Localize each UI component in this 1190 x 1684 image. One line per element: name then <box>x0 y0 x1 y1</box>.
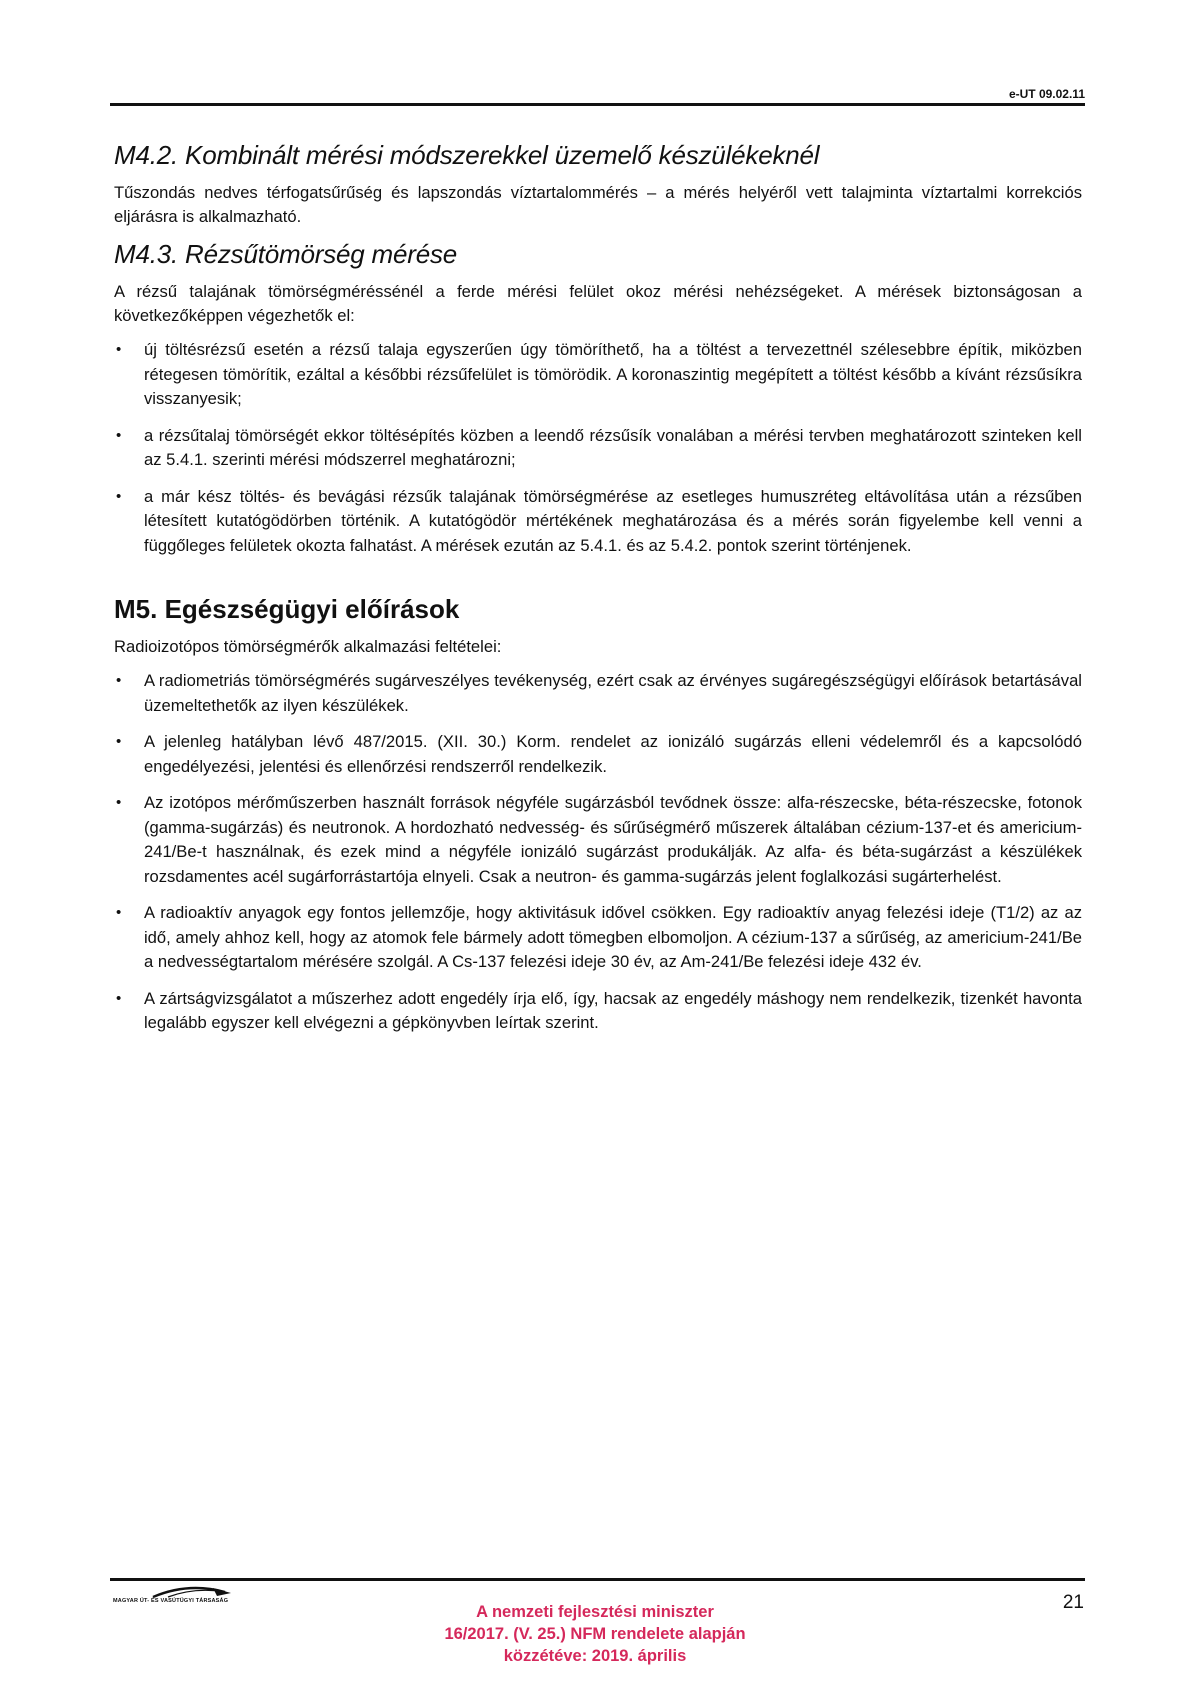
section-title-m5: M5. Egészségügyi előírások <box>114 594 460 624</box>
footer-rule <box>110 1578 1085 1581</box>
bullet-icon: • <box>116 794 122 811</box>
list-item: • a már kész töltés- és bevágási rézsűk talajának tömörségmérése az esetleges humuszréteg eltávolítása után a rézsűben létesített kutatógödörben történik. A kutatógödör mértékének meghatározása és a mérés során figyelembe kell venni a függőleges felületek okozta falhatást. A mérések ezután az 5.4.1. és az 5.4.2. pontok szerint történjenek. <box>116 486 1082 555</box>
bullet-icon: • <box>116 989 122 1007</box>
list-item: • A jelenleg hatályban lévő 487/2015. (XII. 30.) Korm. rendelet az ionizáló sugárzás elleni védelemről és a kapcsolódó engedélyezési, jelentési és ellenőrzési rendszerről rendelkezik. <box>116 732 1082 776</box>
section-title-m43: M4.3. Rézsűtömörség mérése <box>114 239 458 269</box>
publication-note-line: 16/2017. (V. 25.) NFM rendelete alapján <box>444 1625 746 1643</box>
bullet-icon: • <box>116 341 122 358</box>
bullet-list-m5 <box>114 669 1082 1036</box>
bullet-icon: • <box>116 672 122 689</box>
bullet-icon: • <box>116 733 122 750</box>
list-item: • a rézsűtalaj tömörségét ekkor töltésépítés közben a leendő rézsűsík vonalában a mérési tervben meghatározott szinteken kell az 5.4.1. szerinti mérési módszerrel meghatározni; <box>116 425 1082 469</box>
list-item: • A radioaktív anyagok egy fontos jellemzője, hogy aktivitásuk idővel csökken. Egy radioaktív anyag felezési ideje (T1/2) az az idő, amely ahhoz kell, hogy az atomok fele bármely adott tömegben elbomoljon. A cézium-137 a sűrűség, az americium-241/Be a nedvességtartalom mérésére szolgál. A Cs-137 felezési ideje 30 év, az Am-241/Be felezési ideje 432 év. <box>116 903 1082 971</box>
publication-note <box>375 1601 815 1667</box>
section-paragraph-m5: Radioizotópos tömörségmérők alkalmazási feltételei: <box>114 637 502 656</box>
page-number: 21 <box>1062 1592 1084 1613</box>
list-item: • Az izotópos mérőműszerben használt források négyféle sugárzásból tevődnek össze: alfa-részecske, béta-részecske, fotonok (gamma-sugárzás) és neutronok. A hordozható nedvesség- és sűrűségmérő műszerek általában cézium-137-et és americium-241/Be-t használnak, és ezek mind a négyféle ionizáló sugárzást produkálják. Az alfa- és béta-sugárzást a készülékek rozsdamentes acél sugárforrástartója elnyeli. Csak a neutron- és gamma-sugárzás jelent foglalkozási sugárterhelést. <box>116 793 1082 886</box>
section-paragraph-m43: A rézsű talajának tömörségméréssénél a ferde mérési felület okoz mérési nehézségeket. A mérések biztonságosan a következőképpen végezhetők el: <box>114 282 1082 325</box>
list-item: • A radiometriás tömörségmérés sugárveszélyes tevékenység, ezért csak az érvényes sugáregészségügyi előírások betartásával üzemeltethetők az ilyen készülékek. <box>116 671 1082 715</box>
publication-note-line: A nemzeti fejlesztési miniszter <box>476 1603 714 1621</box>
logo-text: MAGYAR ÚT- ÉS VASÚTÜGYI TÁRSASÁG <box>113 1598 229 1604</box>
section-title-m42: M4.2. Kombinált mérési módszerekkel üzemelő készülékeknél <box>114 140 820 170</box>
document-code: e-UT 09.02.11 <box>1008 87 1085 101</box>
section-paragraph-m42: Tűszondás nedves térfogatsűrűség és lapszondás víztartalommérés – a mérés helyéről vett talajminta víztartalmi korrekciós eljárásra is alkalmazható. <box>114 183 1082 226</box>
publication-note-line: közzétéve: 2019. április <box>503 1647 687 1665</box>
bullet-list-m43 <box>114 338 1082 558</box>
page-content <box>114 140 1082 1050</box>
bullet-icon: • <box>116 487 122 505</box>
road-arc-icon <box>113 1584 273 1598</box>
bullet-icon: • <box>116 904 122 921</box>
header-rule <box>110 103 1085 106</box>
list-item: • új töltésrézsű esetén a rézsű talaja egyszerűen úgy tömöríthető, ha a töltést a tervezettnél szélesebbre építik, miközben rétegesen tömörítik, ezáltal a későbbi rézsűfelület is tömörödik. A koronaszintig megépített a töltést később a kívánt rézsűsíkra visszanyesik; <box>116 340 1082 408</box>
society-logo <box>113 1584 273 1608</box>
bullet-icon: • <box>116 426 122 444</box>
list-item: • A zártságvizsgálatot a műszerhez adott engedély írja elő, így, hacsak az engedély máshogy nem rendelkezik, tizenkét havonta legalább egyszer kell elvégezni a gépkönyvben leírtak szerint. <box>116 988 1082 1032</box>
